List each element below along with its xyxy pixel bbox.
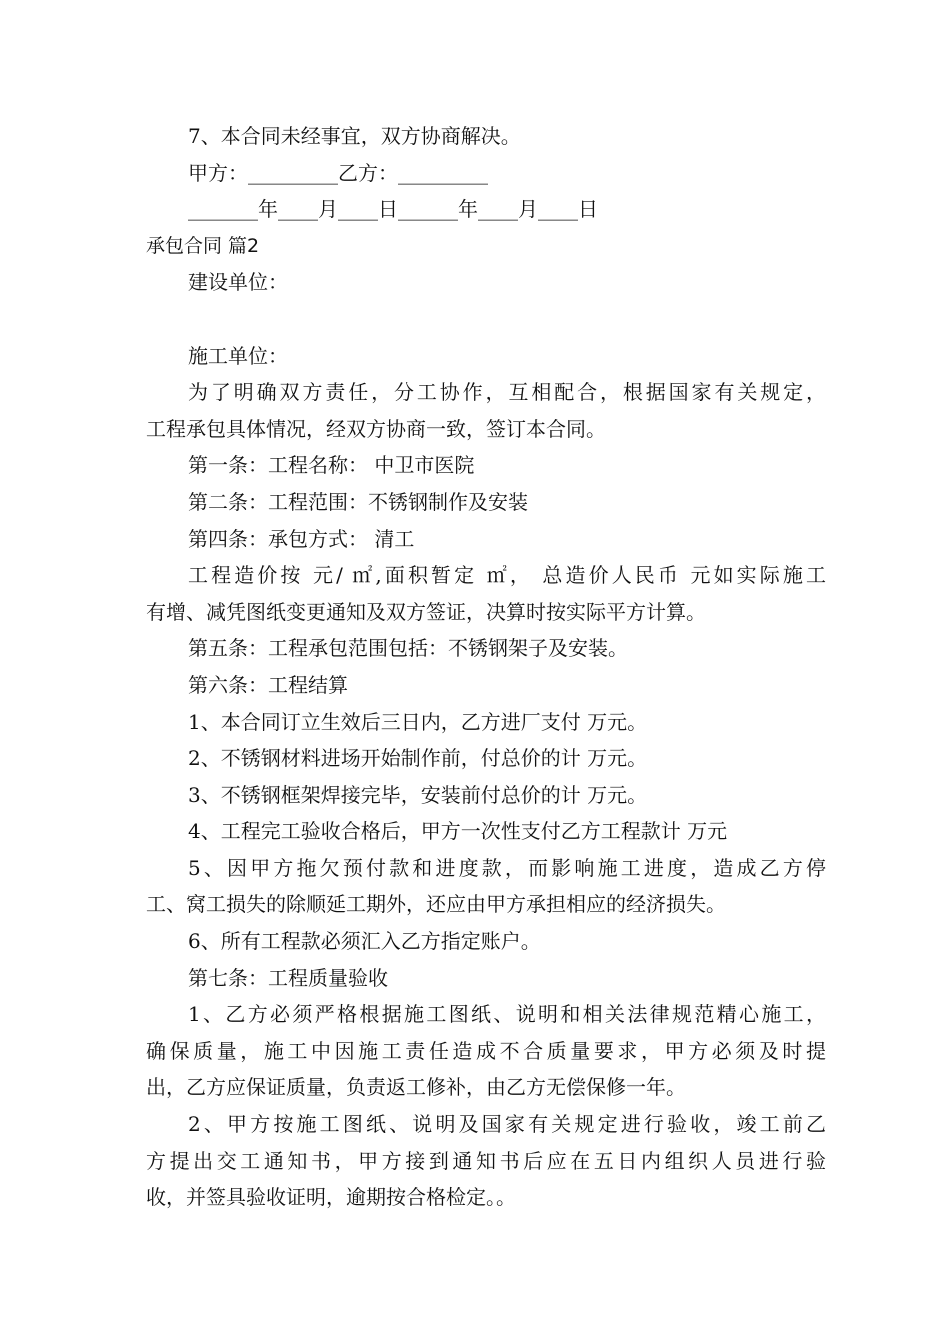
section-heading: 承包合同 篇2 bbox=[146, 234, 260, 257]
text-line: 出，乙方应保证质量，负责返工修补，由乙方无偿保修一年。 bbox=[146, 1075, 686, 1100]
text-line: 7、本合同未经事宜，双方协商解决。 bbox=[188, 124, 521, 148]
text-line: 2、甲方按施工图纸、说明及国家有关规定进行验收，竣工前乙 bbox=[188, 1112, 826, 1137]
text-line: 第二条：工程范围：不锈钢制作及安装 bbox=[188, 489, 528, 514]
blank-line bbox=[146, 301, 826, 338]
text-line: 第四条：承包方式： 清工 bbox=[188, 526, 415, 551]
document-page bbox=[146, 118, 826, 1216]
text-line: 第七条：工程质量验收 bbox=[188, 965, 388, 990]
text-line: 甲方：_________乙方：_________ bbox=[188, 160, 488, 185]
text-line: 4、工程完工验收合格后，甲方一次性支付乙方工程款计 万元 bbox=[188, 819, 728, 844]
text-line: 6、所有工程款必须汇入乙方指定账户。 bbox=[188, 929, 541, 954]
text-line: 工程承包具体情况，经双方协商一致，签订本合同。 bbox=[146, 416, 606, 441]
text-line: 第五条：工程承包范围包括：不锈钢架子及安装。 bbox=[188, 636, 628, 661]
text-line: 为了明确双方责任，分工协作，互相配合，根据国家有关规定， bbox=[188, 380, 826, 405]
text-line: 工程造价按 元/ ㎡,面积暂定 ㎡， 总造价人民币 元如实际施工 bbox=[188, 563, 826, 588]
text-line: _______年____月____日______年____月____日 bbox=[188, 197, 598, 222]
text-line: 确保质量，施工中因施工责任造成不合质量要求，甲方必须及时提 bbox=[146, 1038, 826, 1063]
text-line: 有增、减凭图纸变更通知及双方签证，决算时按实际平方计算。 bbox=[146, 599, 706, 624]
text-line: 工、窝工损失的除顺延工期外，还应由甲方承担相应的经济损失。 bbox=[146, 892, 726, 917]
text-line: 建设单位： bbox=[188, 270, 288, 295]
text-line: 施工单位： bbox=[188, 343, 288, 368]
text-line: 2、不锈钢材料进场开始制作前，付总价的计 万元。 bbox=[188, 746, 648, 771]
text-line: 方提出交工通知书，甲方接到通知书后应在五日内组织人员进行验 bbox=[146, 1148, 826, 1173]
text-line: 第六条：工程结算 bbox=[188, 672, 348, 697]
text-line: 1、本合同订立生效后三日内，乙方进厂支付 万元。 bbox=[188, 709, 648, 734]
text-line: 5、因甲方拖欠预付款和进度款，而影响施工进度，造成乙方停 bbox=[188, 855, 826, 880]
text-line: 1、乙方必须严格根据施工图纸、说明和相关法律规范精心施工， bbox=[188, 1002, 826, 1027]
text-line: 3、不锈钢框架焊接完毕，安装前付总价的计 万元。 bbox=[188, 782, 648, 807]
text-line: 第一条：工程名称： 中卫市医院 bbox=[188, 453, 475, 478]
text-line: 收，并签具验收证明，逾期按合格检定。。 bbox=[146, 1185, 516, 1210]
